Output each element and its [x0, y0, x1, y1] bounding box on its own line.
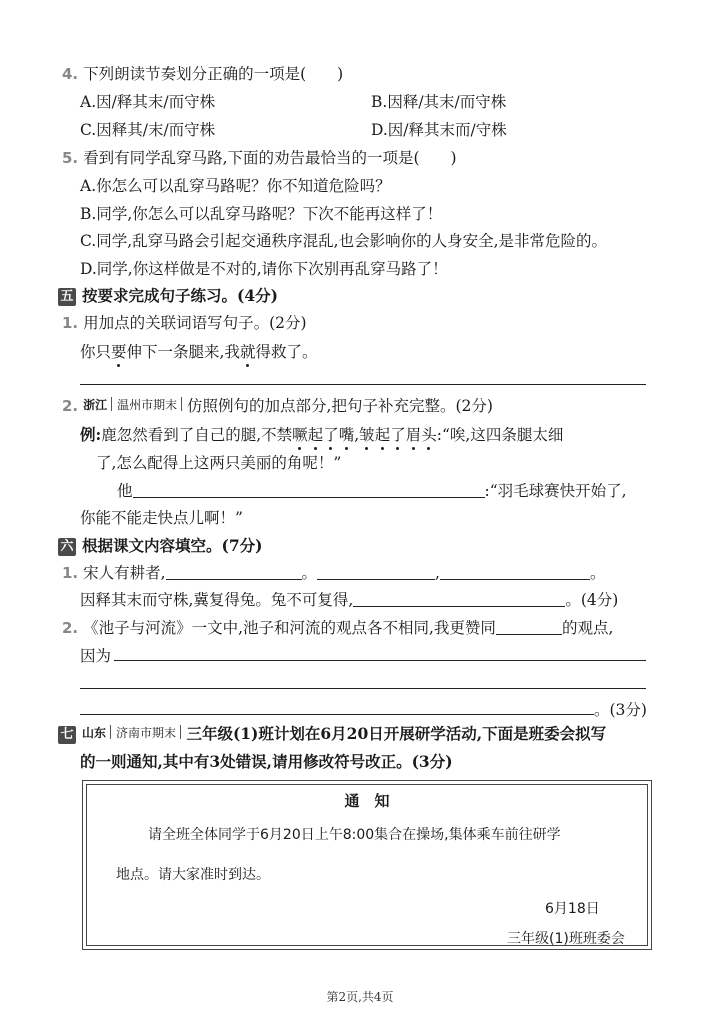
example-comma: , [354, 426, 360, 444]
s6-q1-blank-4[interactable] [353, 590, 565, 607]
s6-q1-line1 [62, 563, 605, 583]
s6-q2-score: 。(3分) [594, 701, 647, 719]
s6-q1-punct-1: 。 [301, 564, 318, 582]
s6-q2-answer-line-2[interactable] [80, 688, 646, 689]
s5-q2-fill-line1 [117, 481, 627, 501]
example-dotted-2: 皱起了眉头 [359, 426, 437, 444]
example-text-b: :“唉,这四条腿太细 [436, 426, 564, 444]
s6-q1-punct-2: , [435, 564, 440, 582]
s5-q2-example-line1 [80, 425, 563, 445]
s6-q1-blank-3[interactable] [440, 563, 590, 580]
notice-body-line1: 请全班全体同学于6月20日上午8:00集合在操场,集体乘车前往研学 [148, 827, 561, 843]
s5-q2-number: 2. [62, 397, 79, 415]
fill-tail: :“羽毛球赛快开始了, [484, 482, 627, 500]
q4-option-d[interactable]: D.因/释其末而/守株 [371, 121, 507, 139]
s6-q1-line2 [80, 590, 618, 610]
s5-q2-blank[interactable] [133, 481, 485, 498]
q5-option-b[interactable]: B.同学,你怎么可以乱穿马路呢？下次不能再这样了！ [80, 205, 443, 223]
s6-q2-answer-line-1[interactable] [114, 660, 646, 661]
fill-subject: 他 [117, 482, 133, 500]
q5-stem: 看到有同学乱穿马路,下面的劝告最恰当的一项是( ) [83, 149, 457, 167]
s5-q2-fill-line2: 你能不能走快点儿啊！” [80, 509, 243, 527]
tag-source: 温州市期末 [117, 398, 178, 412]
q4-option-b[interactable]: B.因释/其末/而守株 [371, 93, 507, 111]
s6-q2-because: 因为 [80, 647, 112, 665]
section-7-line2: 的一则通知,其中有3处错误,请用修改符号改正。(3分) [80, 752, 453, 771]
s6-q2-text-b: 的观点, [561, 619, 614, 637]
section-6-heading [58, 536, 262, 556]
s7-source-tag [82, 725, 181, 741]
q5-option-d[interactable]: D.同学,你这样做是不对的,请你下次别再乱穿马路了！ [80, 260, 448, 278]
page-footer: 第2页,共4页 [326, 990, 394, 1004]
s5-q2-stem-line [62, 396, 493, 416]
s6-q1-score: 。(4分) [565, 591, 619, 609]
example-dotted-1: 噘起了嘴 [292, 426, 355, 444]
s6-q2-number: 2. [62, 619, 79, 637]
q5-option-c[interactable]: C.同学,乱穿马路会引起交通秩序混乱,也会影响你的人身安全,是非常危险的。 [80, 232, 608, 250]
s5-q1-answer-line[interactable] [80, 384, 646, 385]
section-6-title: 根据课文内容填空。(7分) [82, 536, 263, 555]
s5-q1-dotted-word-1: 要 [111, 343, 127, 361]
section-7-heading [58, 724, 606, 744]
notice-date: 6月18日 [545, 901, 600, 917]
notice-body-line2: 地点。请大家准时到达。 [116, 867, 270, 883]
q4-option-c[interactable]: C.因释其/末/而守株 [80, 121, 216, 139]
example-text-a: 鹿忽然看到了自己的腿,不禁 [101, 426, 293, 444]
q5-stem-line [62, 148, 457, 168]
section-5-title: 按要求完成句子练习。(4分) [82, 286, 278, 305]
s6-q1-blank-1[interactable] [166, 563, 302, 580]
section-7-badge: 七 [58, 726, 76, 744]
section-7-line1: 三年级(1)班计划在6月20日开展研学活动,下面是班委会拟写 [186, 724, 607, 743]
s6-q2-blank-1[interactable] [496, 618, 562, 635]
q4-option-a[interactable]: A.因/释其末/而守株 [80, 93, 216, 111]
s5-q1-dotted-word-2: 就 [239, 343, 256, 361]
s5-q2-stem: 仿照例句的加点部分,把句子补充完整。(2分) [187, 397, 493, 415]
s5-q1-number: 1. [62, 314, 79, 332]
section-5-badge: 五 [58, 288, 76, 306]
s6-q1-text: 宋人有耕者, [83, 564, 166, 582]
s5-q1-text-2: 伸下一条腿来,我 [126, 343, 240, 361]
s6-q2-answer-line-3[interactable] [80, 714, 594, 715]
s5-q2-example-line2: 了,怎么配得上这两只美丽的角呢！” [96, 454, 342, 472]
s6-q2-line1 [62, 618, 613, 638]
tag-province: 浙江 [83, 398, 108, 412]
s5-q1-text-1: 你只 [80, 343, 112, 361]
section-5-heading [58, 286, 278, 306]
q4-number: 4. [62, 65, 79, 83]
s6-q1-blank-2[interactable] [317, 563, 435, 580]
s6-q1-number: 1. [62, 564, 79, 582]
section-6-badge: 六 [58, 538, 76, 556]
tag-source: 济南市期末 [116, 726, 177, 740]
example-label: 例: [80, 425, 102, 444]
s5-q1-text-3: 得救了。 [255, 343, 318, 361]
s5-q1-stem-line [62, 313, 307, 333]
s6-q1-punct-3: 。 [589, 564, 606, 582]
notice-signer: 三年级(1)班班委会 [507, 931, 625, 947]
q4-stem-line [62, 64, 343, 84]
q5-option-a[interactable]: A.你怎么可以乱穿马路呢？你不知道危险吗？ [80, 177, 391, 195]
s6-q2-text: 《池子与河流》一文中,池子和河流的观点各不相同,我更赞同 [83, 619, 496, 637]
s5-q1-sentence [80, 342, 318, 362]
notice-title: 通 知 [344, 792, 390, 810]
q4-stem: 下列朗读节奏划分正确的一项是( ) [83, 65, 344, 83]
s5-q1-stem: 用加点的关联词语写句子。(2分) [83, 314, 307, 332]
s5-q2-source-tag [83, 397, 182, 413]
tag-province: 山东 [82, 726, 107, 740]
q5-number: 5. [62, 149, 79, 167]
s6-q1-text-2: 因释其末而守株,冀复得兔。兔不可复得, [80, 591, 354, 609]
